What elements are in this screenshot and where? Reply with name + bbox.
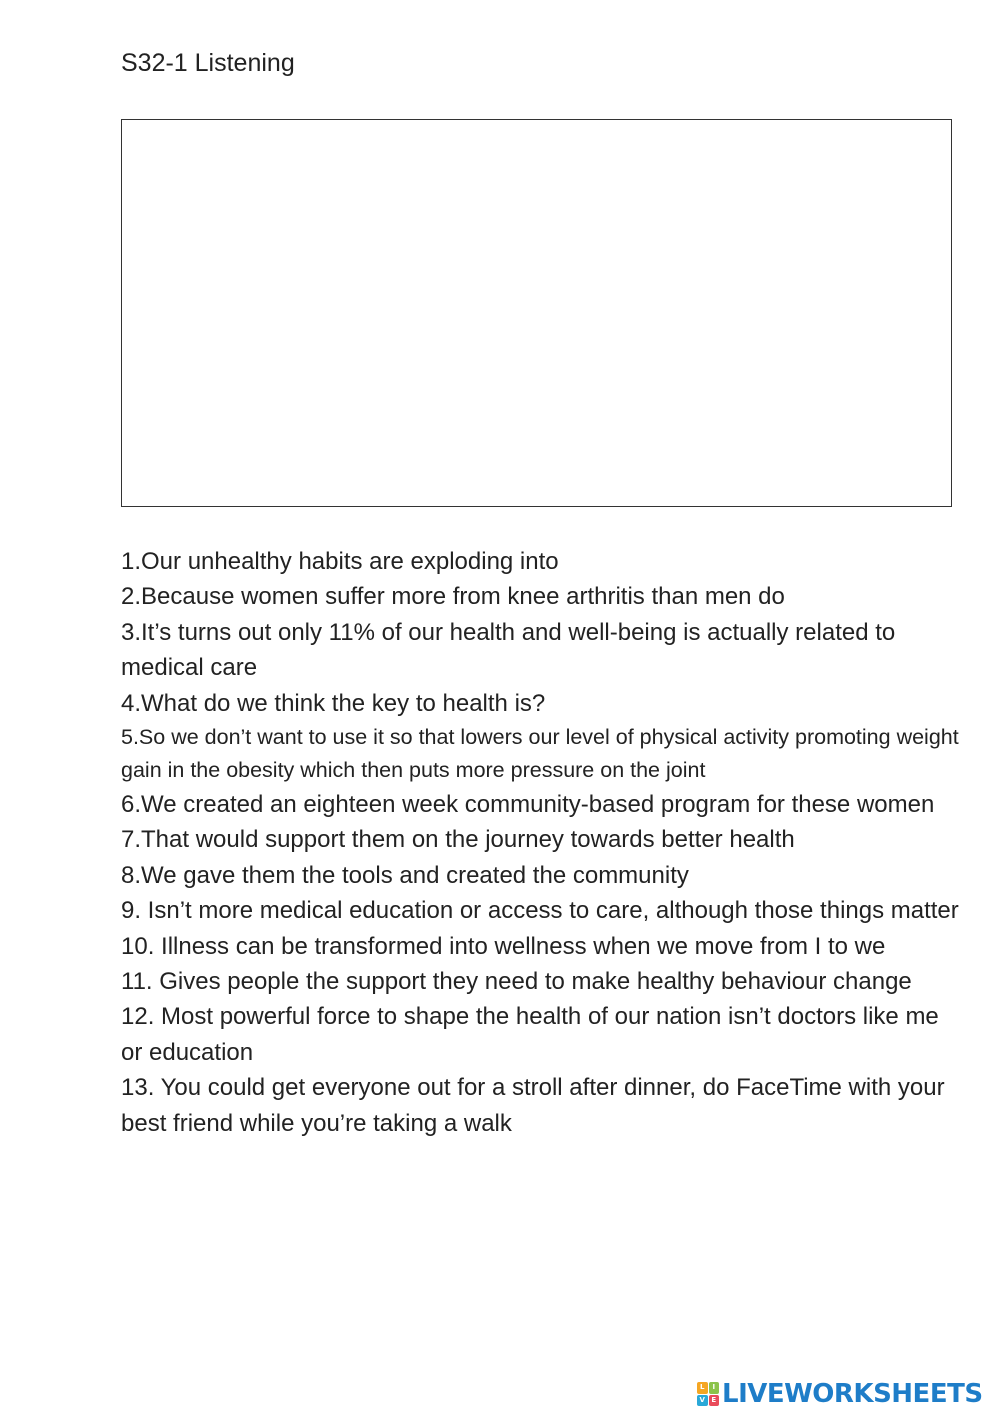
sentence-item-10: 10. Illness can be transformed into wellness when we move from I to we <box>121 932 886 960</box>
sentence-item-8: 8.We gave them the tools and created the community <box>121 861 689 889</box>
logo-mark-letter: L <box>697 1382 708 1394</box>
sentence-item-12: 12. Most powerful force to shape the health of our nation isn’t doctors like me or education <box>121 1003 939 1066</box>
sentence-item-11: 11. Gives people the support they need to make healthy behaviour change <box>121 968 912 996</box>
sentence-item-5: 5.So we don’t want to use it so that lowers our level of physical activity promoting weight gain in the obesity which then puts more pressure on the joint <box>121 725 959 783</box>
logo-text: LIVEWORKSHEETS <box>722 1379 983 1409</box>
sentence-item-13: 13. You could get everyone out for a stroll after dinner, do FaceTime with your best friend while you’re taking a walk <box>121 1074 945 1137</box>
sentence-item-3: 3.It’s turns out only 11% of our health and well-being is actually related to medical care <box>121 618 896 682</box>
sentence-item-2: 2.Because women suffer more from knee arthritis than men do <box>121 583 785 611</box>
sentence-list <box>121 544 961 1141</box>
sentence-item-9: 9. Isn’t more medical education or access to care, although those things matter <box>121 897 959 925</box>
liveworksheets-logo <box>697 1380 983 1408</box>
logo-mark-letter: I <box>709 1382 720 1394</box>
page-title: S32-1 Listening <box>121 49 295 77</box>
media-placeholder-box <box>121 119 952 507</box>
sentence-item-6: 6.We created an eighteen week community-based program for these women <box>121 791 935 819</box>
logo-mark-letter: E <box>709 1395 720 1407</box>
sentence-item-1: 1.Our unhealthy habits are exploding into <box>121 548 559 575</box>
sentence-item-7: 7.That would support them on the journey towards better health <box>121 826 795 854</box>
sentence-item-4: 4.What do we think the key to health is? <box>121 689 546 717</box>
logo-mark-icon <box>697 1382 719 1406</box>
logo-mark-letter: V <box>697 1395 708 1407</box>
